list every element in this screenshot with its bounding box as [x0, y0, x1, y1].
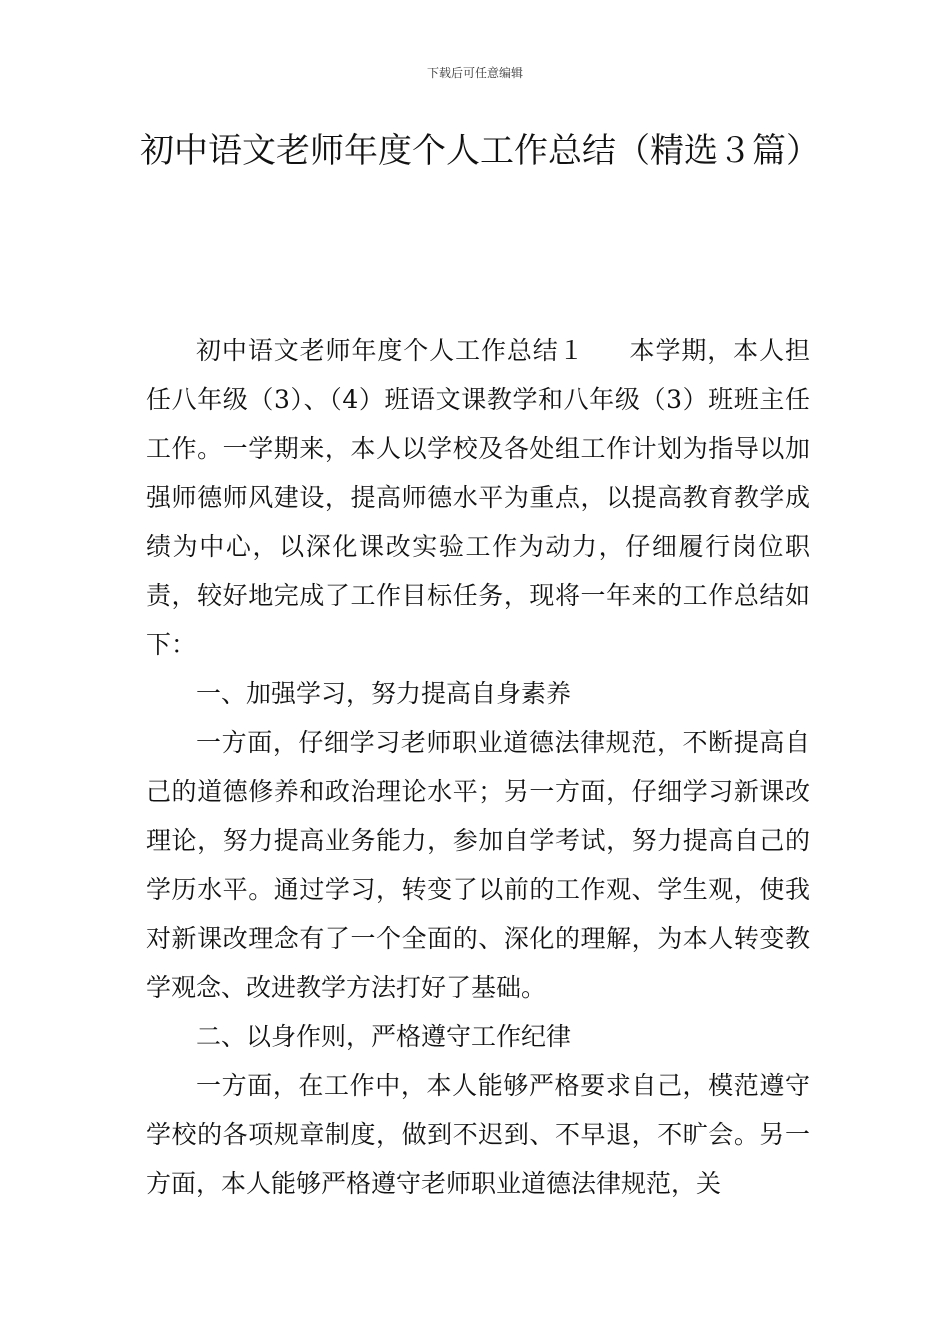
document-body [146, 326, 810, 1208]
document-title: 初中语文老师年度个人工作总结（精选３篇） [140, 131, 820, 171]
intro-text: 本学期，本人担任八年级（3）、（4）班语文课教学和八年级（3）班班主任工作。一学期来，本人以学校及各处组工作计划为指导以加强师德师风建设，提高师德水平为重点，以提高教育教学成绩为中心，以深化课改实验工作为动力，仔细履行岗位职责，较好地完成了工作目标任务，现将一年来的工作总结如下： [146, 336, 810, 659]
section-paragraph: 一方面，在工作中，本人能够严格要求自己，模范遵守学校的各项规章制度，做到不迟到、不早退，不旷会。另一方面，本人能够严格遵守老师职业道德法律规范，关 [146, 1071, 810, 1198]
page-header-note: 下载后可任意编辑 [426, 66, 523, 80]
section-heading: 一、加强学习，努力提高自身素养 [196, 679, 572, 708]
intro-heading: 初中语文老师年度个人工作总结１ [196, 336, 585, 365]
section-heading: 二、以身作则，严格遵守工作纪律 [196, 1022, 572, 1051]
intro-paragraph [146, 326, 810, 669]
section-paragraph: 一方面，仔细学习老师职业道德法律规范，不断提高自己的道德修养和政治理论水平；另一方面，仔细学习新课改理论，努力提高业务能力，参加自学考试，努力提高自己的学历水平。通过学习，转变了以前的工作观、学生观，使我对新课改理念有了一个全面的、深化的理解，为本人转变教学观念、改进教学方法打好了基础。 [146, 728, 810, 1002]
